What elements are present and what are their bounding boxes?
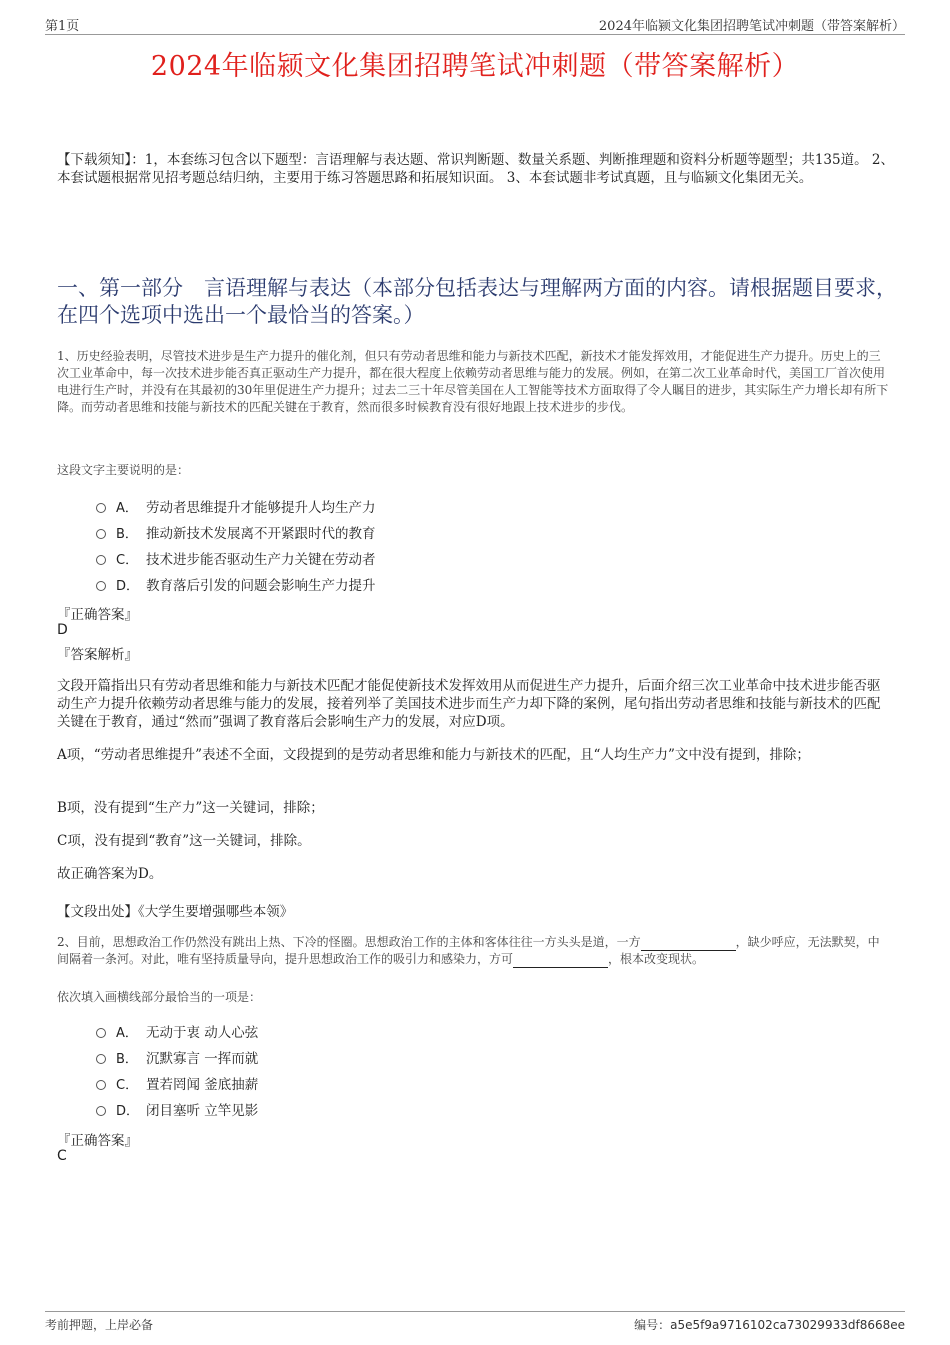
analysis-label: 『答案解析』 [57,647,138,663]
option-text: 置若罔闻 釜底抽薪 [146,1077,259,1093]
download-notice: 【下载须知】：1，本套练习包含以下题型：言语理解与表达题、常识判断题、数量关系题、判断推理题和资料分析题等题型；共135道。 2、本套试题根据常见招考题总结归纳，主要用于练习答题思路和拓展知识面。 3、本套试题非考试真题，且与临颍文化集团无关。 [57,152,894,186]
question-2-text-part: ，根本改变现状。 [608,952,705,966]
option-text: 教育落后引发的问题会影响生产力提升 [146,578,376,594]
question-1-option-d[interactable] [96,574,376,594]
question-2-text-part: ，缺少呼应，无法默契，中间隔着一条河。对此，唯有坚持质量导向，提升思想政治工作的吸引力和感染力，方可 [57,935,880,966]
question-1-option-b[interactable] [96,522,376,542]
option-letter: C． [116,552,139,568]
header-divider [45,34,905,35]
question-2-text-part: 2、目前，思想政治工作仍然没有跳出上热、下冷的怪圈。思想政治工作的主体和客体往往一方头头是道，一方 [57,935,641,949]
fill-blank [641,938,736,951]
analysis-paragraph: 文段开篇指出只有劳动者思维和能力与新技术匹配才能促使新技术发挥效用从而促进生产力提升，后面介绍三次工业革命中技术进步能否驱动生产力提升依赖劳动者思维与能力的发展，接着列举了美国技术进步而生产力却下降的案例，尾句指出劳动者思维和技能与新技术的匹配关键在于教育，通过“然而”强调了教育落后会影响生产力的发展，对应D项。 [57,678,881,730]
question-2-option-c[interactable] [96,1073,258,1093]
correct-answer-value: C [57,1148,67,1164]
option-text: 劳动者思维提升才能够提升人均生产力 [146,500,376,516]
source-citation: 【文段出处】《大学生要增强哪些本领》 [57,904,294,920]
question-1-text: 1、历史经验表明，尽管技术进步是生产力提升的催化剂，但只有劳动者思维和能力与新技术匹配，新技术才能发挥效用，才能促进生产力提升。历史上的三次工业革命中，每一次技术进步能否真正驱动生产力提升，都在很大程度上依赖劳动者思维与能力的发展。例如，在第二次工业革命时代，美国工厂首次使用电进行生产时，并没有在其最初的30年里促进生产力提升；过去二三十年尽管美国在人工智能等技术方面取得了令人瞩目的进步，其实际生产力增长却有所下降。而劳动者思维和技能与新技术的匹配关键在于教育，然而很多时候教育没有很好地跟上技术进步的步伐。 [57,349,889,414]
option-text: 技术进步能否驱动生产力关键在劳动者 [146,552,376,568]
correct-answer-label: 『正确答案』 [57,607,138,623]
footer-serial [634,1316,905,1333]
serial-code: a5e5f9a9716102ca73029933df8668ee [670,1318,905,1332]
analysis-paragraph: 故正确答案为D。 [57,866,163,882]
radio-icon[interactable] [96,1106,106,1116]
question-1-option-a[interactable] [96,496,376,516]
radio-icon[interactable] [96,529,106,539]
question-2-text [57,934,891,968]
question-2-option-d[interactable] [96,1099,258,1119]
radio-icon[interactable] [96,555,106,565]
question-1-option-c[interactable] [96,548,376,568]
footer-slogan: 考前押题，上岸必备 [45,1318,154,1332]
analysis-paragraph: A项，“劳动者思维提升”表述不全面，文段提到的是劳动者思维和能力与新技术的匹配，且“人均生产力”文中没有提到，排除； [57,747,810,763]
document-title: 2024年临颍文化集团招聘笔试冲刺题（带答案解析） [150,51,800,82]
question-2-option-b[interactable] [96,1047,258,1067]
radio-icon[interactable] [96,1028,106,1038]
footer-divider [45,1311,905,1312]
option-letter: A． [116,1025,138,1041]
radio-icon[interactable] [96,503,106,513]
option-letter: B． [116,526,138,542]
option-letter: A． [116,500,138,516]
analysis-paragraph: B项，没有提到“生产力”这一关键词，排除； [57,800,324,816]
radio-icon[interactable] [96,1054,106,1064]
correct-answer-label: 『正确答案』 [57,1133,138,1149]
radio-icon[interactable] [96,581,106,591]
analysis-paragraph: C项，没有提到“教育”这一关键词，排除。 [57,833,311,849]
option-letter: C． [116,1077,139,1093]
question-2-option-a[interactable] [96,1021,258,1041]
option-letter: D． [116,1103,140,1119]
fill-blank [513,955,608,968]
option-text: 闭目塞听 立竿见影 [146,1103,259,1119]
option-text: 推动新技术发展离不开紧跟时代的教育 [146,526,376,542]
question-1-prompt: 这段文字主要说明的是： [57,463,190,477]
question-2-prompt: 依次填入画横线部分最恰当的一项是： [57,990,262,1004]
serial-label: 编号： [634,1318,671,1332]
running-title: 2024年临颍文化集团招聘笔试冲刺题（带答案解析） [598,19,905,34]
option-text: 无动于衷 动人心弦 [146,1025,259,1041]
option-letter: D． [116,578,140,594]
option-text: 沉默寡言 一挥而就 [146,1051,259,1067]
section-heading: 一、第一部分 言语理解与表达（本部分包括表达与理解两方面的内容。请根据题目要求，在四个选项中选出一个最恰当的答案。） [57,276,897,327]
page-number: 第1页 [45,19,80,34]
option-letter: B． [116,1051,138,1067]
radio-icon[interactable] [96,1080,106,1090]
correct-answer-value: D [57,622,68,638]
